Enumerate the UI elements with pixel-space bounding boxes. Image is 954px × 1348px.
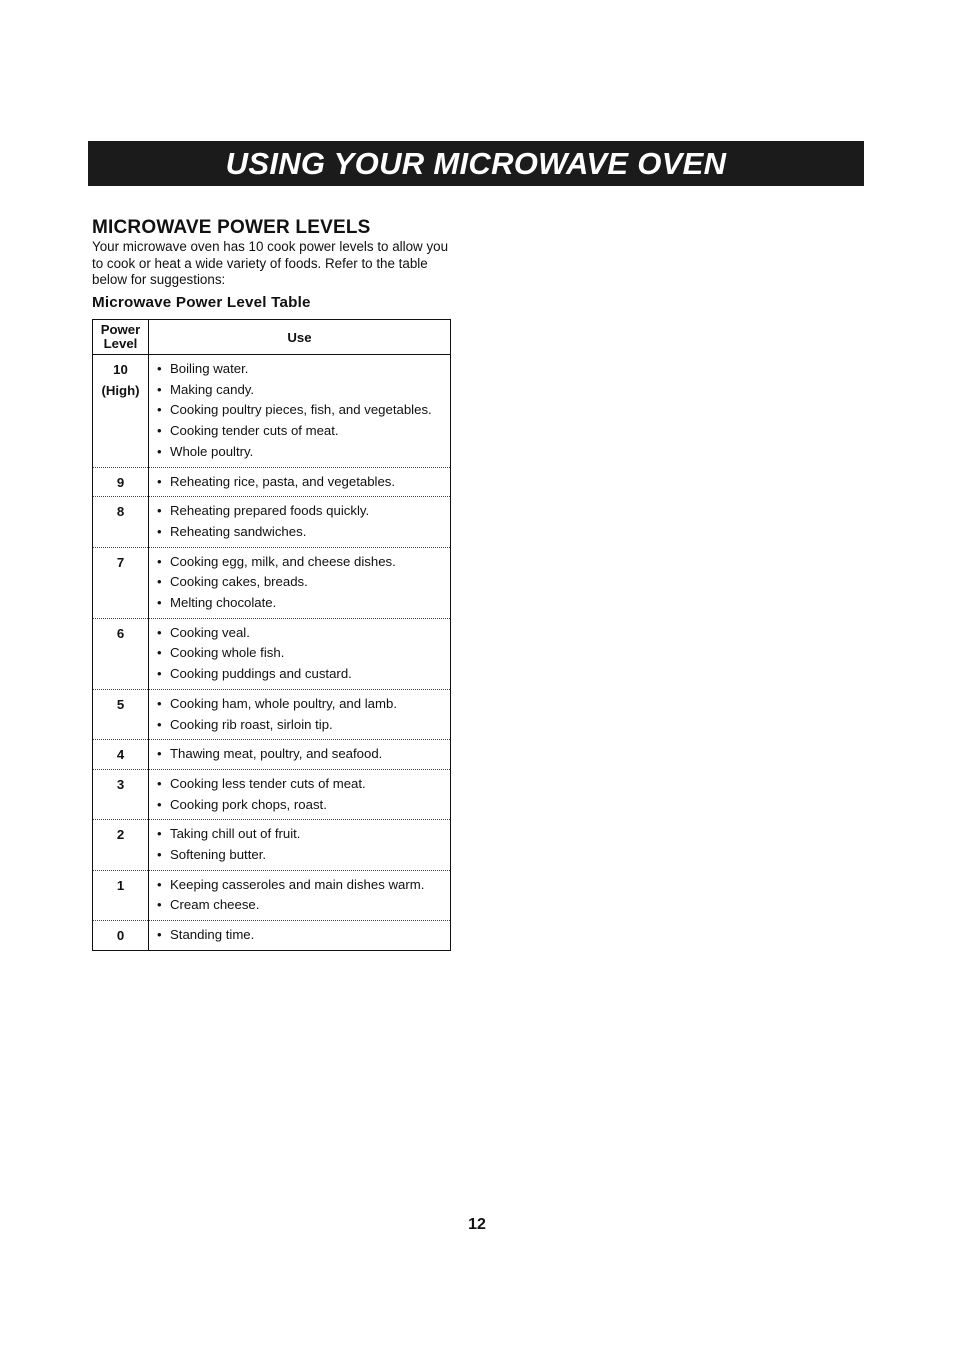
list-item <box>157 664 450 685</box>
use-text: Cooking tender cuts of meat. <box>170 423 339 439</box>
bullet-icon: • <box>157 624 162 640</box>
use-cell <box>149 769 451 819</box>
use-list <box>149 497 450 546</box>
list-item <box>157 895 450 916</box>
bullet-icon: • <box>157 847 162 863</box>
power-level-cell <box>93 870 149 920</box>
power-level-cell <box>93 547 149 618</box>
use-text: Boiling water. <box>170 361 249 376</box>
use-cell <box>149 921 451 951</box>
use-cell <box>149 467 451 497</box>
use-list <box>149 820 450 869</box>
power-level-value: 6 <box>116 625 125 641</box>
bullet-icon: • <box>157 553 162 569</box>
list-item <box>157 623 450 644</box>
use-cell <box>149 870 451 920</box>
use-text: Cooking puddings and custard. <box>170 666 352 682</box>
table-row <box>93 355 451 468</box>
power-level-sublabel: (High) <box>101 382 140 398</box>
use-list <box>149 921 450 950</box>
power-level-value: 2 <box>116 827 125 843</box>
use-list <box>149 619 450 689</box>
bullet-icon: • <box>157 927 162 943</box>
use-cell <box>149 820 451 870</box>
list-item <box>157 400 450 421</box>
list-item <box>157 824 450 845</box>
list-item <box>157 501 450 522</box>
power-level-cell <box>93 740 149 770</box>
bullet-icon: • <box>157 796 162 812</box>
list-item <box>157 845 450 866</box>
list-item <box>157 472 450 493</box>
bullet-icon: • <box>157 645 162 661</box>
power-level-value: 7 <box>116 554 125 570</box>
use-cell <box>149 740 451 770</box>
table-row <box>93 740 451 770</box>
table-row <box>93 547 451 618</box>
power-level-value: 5 <box>116 696 125 712</box>
table-row <box>93 689 451 739</box>
section-heading: MICROWAVE POWER LEVELS <box>92 217 371 238</box>
header-use: Use <box>149 320 451 355</box>
use-text: Cooking pork chops, roast. <box>170 796 327 812</box>
use-text: Keeping casseroles and main dishes warm. <box>170 876 425 892</box>
bullet-icon: • <box>157 523 162 539</box>
use-text: Cooking veal. <box>170 624 250 640</box>
use-list <box>149 770 450 819</box>
use-list <box>149 548 450 618</box>
table-row <box>93 618 451 689</box>
power-level-cell <box>93 820 149 870</box>
bullet-icon: • <box>157 716 162 732</box>
table-row <box>93 497 451 547</box>
list-item <box>157 421 450 442</box>
table-heading: Microwave Power Level Table <box>92 294 311 311</box>
power-level-cell <box>93 689 149 739</box>
list-item <box>157 744 450 765</box>
table-row <box>93 769 451 819</box>
power-level-cell <box>93 769 149 819</box>
use-list <box>149 740 450 769</box>
use-cell <box>149 547 451 618</box>
use-text: Cooking egg, milk, and cheese dishes. <box>170 553 396 569</box>
power-level-value: 8 <box>116 504 125 520</box>
list-item <box>157 715 450 736</box>
power-level-value: 0 <box>116 928 125 944</box>
use-text: Taking chill out of fruit. <box>170 826 301 842</box>
table-row <box>93 921 451 951</box>
list-item <box>157 925 450 946</box>
bullet-icon: • <box>157 423 162 439</box>
list-item <box>157 572 450 593</box>
bullet-icon: • <box>157 402 162 418</box>
bullet-icon: • <box>157 826 162 842</box>
bullet-icon: • <box>157 876 162 892</box>
page-title: USING YOUR MICROWAVE OVEN <box>225 145 727 181</box>
bullet-icon: • <box>157 361 162 376</box>
use-text: Cooking ham, whole poultry, and lamb. <box>170 695 397 711</box>
power-level-cell <box>93 618 149 689</box>
use-text: Cream cheese. <box>170 897 260 913</box>
use-cell <box>149 497 451 547</box>
bullet-icon: • <box>157 503 162 519</box>
bullet-icon: • <box>157 666 162 682</box>
use-list <box>149 690 450 739</box>
use-text: Thawing meat, poultry, and seafood. <box>170 746 383 762</box>
power-level-table <box>92 319 451 951</box>
list-item <box>157 593 450 614</box>
use-list <box>149 355 450 467</box>
list-item <box>157 442 450 463</box>
bullet-icon: • <box>157 897 162 913</box>
power-level-cell <box>93 921 149 951</box>
list-item <box>157 875 450 896</box>
table-header-row <box>93 320 451 355</box>
list-item <box>157 795 450 816</box>
list-item <box>157 774 450 795</box>
header-power-level <box>93 320 149 355</box>
use-cell <box>149 355 451 468</box>
power-level-value: 9 <box>116 474 125 490</box>
power-level-cell <box>93 467 149 497</box>
use-text: Melting chocolate. <box>170 595 277 611</box>
table-row <box>93 467 451 497</box>
power-level-value: 4 <box>116 747 125 763</box>
use-text: Reheating sandwiches. <box>170 523 307 539</box>
use-text: Reheating prepared foods quickly. <box>170 503 370 519</box>
use-text: Cooking rib roast, sirloin tip. <box>170 716 333 732</box>
header-power-label: Power <box>100 322 141 337</box>
list-item <box>157 552 450 573</box>
bullet-icon: • <box>157 595 162 611</box>
table-row <box>93 870 451 920</box>
power-level-cell <box>93 497 149 547</box>
bullet-icon: • <box>157 695 162 711</box>
list-item <box>157 380 450 401</box>
power-level-value: 1 <box>116 877 125 893</box>
bullet-icon: • <box>157 574 162 590</box>
power-level-value: 3 <box>116 776 125 792</box>
title-banner <box>88 141 864 186</box>
bullet-icon: • <box>157 381 162 397</box>
header-level-label: Level <box>103 336 138 351</box>
bullet-icon: • <box>157 746 162 762</box>
bullet-icon: • <box>157 473 162 489</box>
list-item <box>157 694 450 715</box>
use-text: Cooking whole fish. <box>170 645 285 661</box>
bullet-icon: • <box>157 443 162 459</box>
bullet-icon: • <box>157 775 162 791</box>
use-text: Standing time. <box>170 927 255 943</box>
page-number: 12 <box>468 1216 486 1233</box>
use-text: Making candy. <box>170 381 255 397</box>
intro-paragraph: Your microwave oven has 10 cook power levels to allow you to cook or heat a wide variety of foods. Refer to the table below for suggestions: <box>92 239 449 287</box>
list-item <box>157 522 450 543</box>
list-item <box>157 643 450 664</box>
power-level-cell <box>93 355 149 468</box>
use-text: Whole poultry. <box>170 443 254 459</box>
list-item <box>157 359 450 380</box>
table-row <box>93 820 451 870</box>
power-level-value: 10 <box>113 362 128 377</box>
use-list <box>149 468 450 497</box>
use-cell <box>149 618 451 689</box>
use-text: Reheating rice, pasta, and vegetables. <box>170 473 396 489</box>
table-body <box>93 355 451 951</box>
use-text: Cooking less tender cuts of meat. <box>170 775 366 791</box>
use-list <box>149 871 450 920</box>
use-cell <box>149 689 451 739</box>
use-text: Softening butter. <box>170 847 267 863</box>
use-text: Cooking cakes, breads. <box>170 574 308 590</box>
use-text: Cooking poultry pieces, fish, and vegetables. <box>170 402 432 418</box>
